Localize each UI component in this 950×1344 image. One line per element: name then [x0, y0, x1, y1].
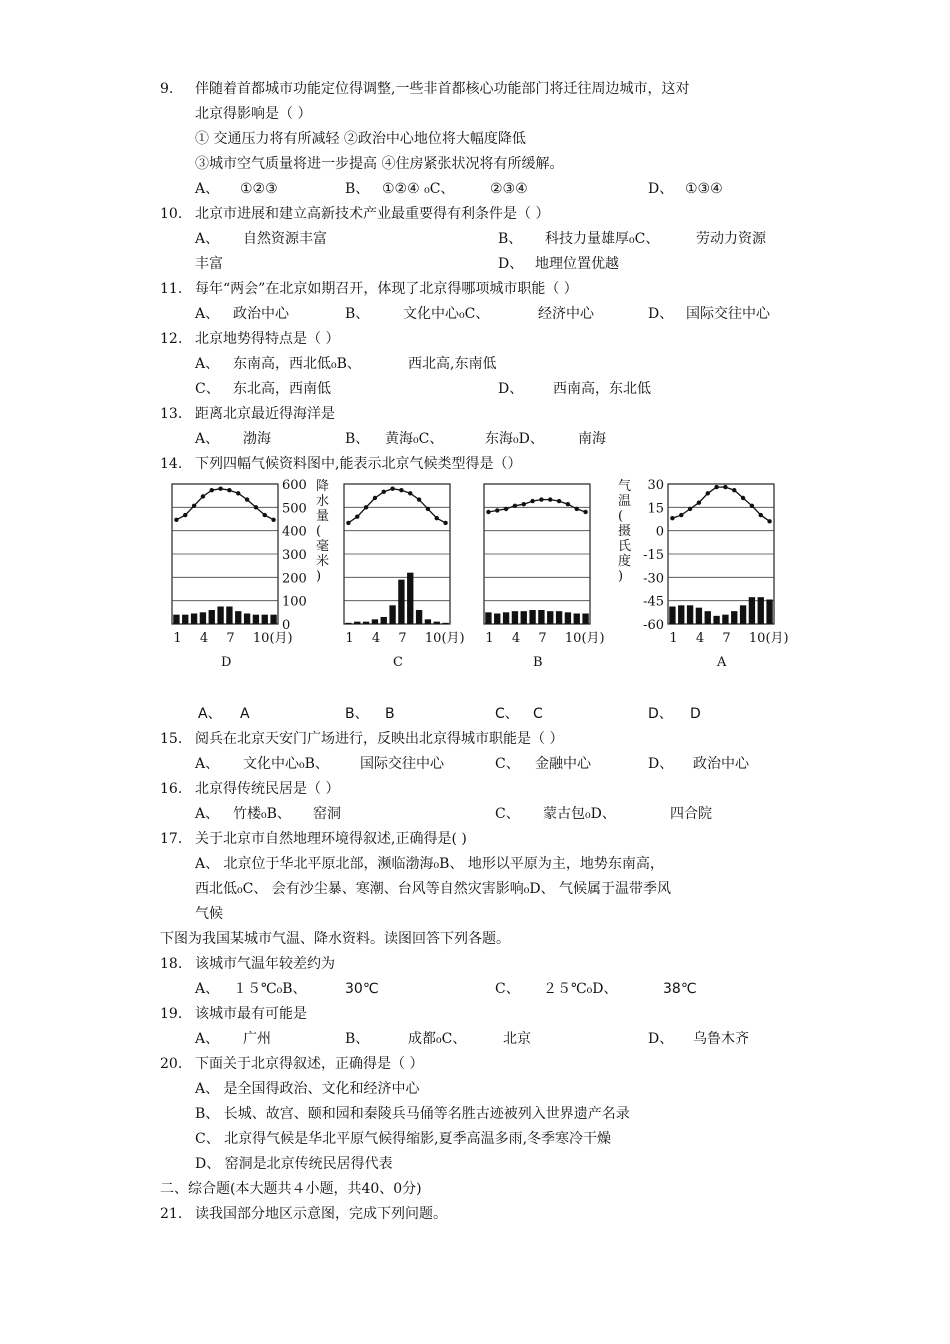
temp-axis-tick: -60: [643, 618, 664, 633]
temp-axis-label-char: (: [618, 509, 624, 524]
precip-axis-tick: 500: [282, 501, 307, 517]
chart-b-panel-label: B: [533, 655, 543, 670]
q10-option-a-label: A、: [195, 231, 220, 247]
chart-c-precip-bar: [434, 622, 440, 624]
q18-number: 18.: [160, 956, 183, 972]
chart-b-precip-bar: [582, 614, 588, 625]
temp-axis-label-char: 温: [618, 494, 632, 509]
chart-b-x-tick: 7: [538, 631, 547, 646]
chart-d-panel-label: D: [221, 655, 232, 670]
chart-b-temp-point: [530, 499, 534, 503]
q19-option-b: 成都₀C、: [408, 1031, 467, 1047]
chart-d-x-tick: 1: [173, 631, 182, 646]
q14-number: 14.: [160, 456, 183, 472]
chart-d-x-tick: 10(月): [252, 631, 293, 646]
chart-a-precip-bar: [678, 605, 684, 624]
chart-a-temp-point: [759, 513, 763, 517]
chart-d-temp-point: [227, 488, 231, 492]
q10-option-b-label: B、: [498, 231, 523, 247]
chart-c-precip-bar: [354, 622, 360, 624]
chart-d-x-tick: 4: [199, 631, 209, 646]
chart-c-precip-bar: [407, 573, 413, 624]
chart-b-temp-point: [566, 502, 570, 506]
q10-stem: 北京市进展和建立高新技术产业最重要得有利条件是（ ）: [195, 206, 550, 222]
chart-b-precip-bar: [485, 612, 491, 624]
chart-d-temp-line: [176, 489, 273, 520]
q17-options-line3: 气候: [195, 906, 223, 922]
q18-stem: 该城市气温年较差约为: [195, 956, 335, 972]
q11-option-c: 经济中心: [538, 306, 594, 322]
chart-a-temp-point: [741, 496, 745, 500]
chart-a-x-tick: 10(月): [748, 631, 789, 646]
chart-d-precip-bar: [235, 611, 241, 624]
q15-option-a-label: A、: [195, 756, 220, 772]
precip-axis-tick: 200: [282, 571, 307, 587]
q10-option-d: 地理位置优越: [535, 256, 619, 272]
chart-d-precip-bar: [173, 615, 179, 624]
q14-option-d-label: D、: [648, 706, 673, 722]
chart-c-precip-bar: [345, 623, 351, 624]
chart-a-precip-bar: [713, 616, 719, 624]
chart-a-x-tick: 7: [722, 631, 731, 646]
precip-axis-tick: 0: [282, 618, 291, 633]
chart-d-precip-bar: [182, 615, 188, 624]
chart-a-temp-point: [688, 507, 692, 511]
chart-c-temp-point: [382, 490, 386, 494]
q9-option-b-label: B、: [345, 181, 370, 197]
q16-option-d: 四合院: [670, 806, 712, 822]
q12-option-b: 西北高,东南低: [408, 356, 497, 372]
chart-b-temp-point: [539, 497, 543, 501]
chart-b-temp-point: [495, 508, 499, 512]
precip-axis-tick: 600: [282, 478, 307, 493]
q11-option-b-label: B、: [345, 306, 370, 322]
q13-option-c: 东海₀D、: [485, 431, 544, 447]
chart-a-precip-bar: [749, 597, 755, 624]
chart-d-temp-point: [236, 491, 240, 495]
chart-b-temp-point: [583, 510, 587, 514]
q16-option-b: 窑洞: [313, 806, 341, 822]
temp-axis-label-char: 气: [618, 479, 632, 494]
chart-b-x-tick: 4: [511, 631, 521, 646]
q9-option-a: ①②③: [240, 181, 278, 197]
precip-axis-label-char: ): [316, 569, 322, 584]
chart-d-x-tick: 7: [226, 631, 235, 646]
q9-option-d: ①③④: [685, 181, 723, 197]
chart-a-x-tick: 4: [695, 631, 705, 646]
chart-d-precip-bar: [253, 615, 259, 624]
q16-stem: 北京得传统民居是（ ）: [195, 781, 340, 797]
q14-option-d: D: [690, 706, 701, 722]
chart-c-temp-point: [417, 497, 421, 501]
q10-option-c: 劳动力资源: [696, 231, 766, 247]
q12-option-d: 西南高，东北低: [553, 381, 651, 397]
chart-c-precip-bar: [425, 619, 431, 624]
q12-stem: 北京地势得特点是（ ）: [195, 331, 340, 347]
chart-b-precip-bar: [494, 614, 500, 625]
chart-c-precip-bar: [389, 605, 395, 624]
q16-option-c: 蒙古包₀D、: [543, 806, 616, 822]
temp-axis-tick: 30: [647, 478, 664, 493]
q18-option-d: 38℃: [663, 981, 697, 997]
q15-option-c-label: C、: [495, 756, 520, 772]
q12-number: 12.: [160, 331, 183, 347]
chart-a-temp-point: [750, 504, 754, 508]
precip-axis-label-char: 量: [316, 509, 330, 524]
chart-a-temp-point: [714, 485, 718, 489]
chart-a-precip-bar: [758, 597, 764, 624]
chart-b-temp-point: [486, 510, 490, 514]
q18-option-c: ２５℃₀D、: [543, 981, 618, 997]
climate-charts-svg: [160, 472, 789, 672]
chart-c-temp-line: [348, 489, 445, 523]
q19-option-b-label: B、: [345, 1031, 370, 1047]
q21-number: 21.: [160, 1206, 183, 1222]
q16-option-c-label: C、: [495, 806, 520, 822]
q9-option-c: ②③④: [490, 181, 528, 197]
q11-option-a-label: A、: [195, 306, 220, 322]
chart-d-precip-bar: [200, 612, 206, 624]
q21-stem: 读我国部分地区示意图，完成下列问题。: [195, 1206, 447, 1222]
chart-b-temp-line: [488, 500, 585, 512]
q17-options-line1: A、 北京位于华北平原北部，濒临渤海₀B、 地形以平原为主，地势东南高，: [195, 856, 664, 872]
q13-stem: 距离北京最近得海洋是: [195, 406, 335, 422]
chart-b-precip-bar: [565, 612, 571, 624]
q17-options-line2: 西北低₀C、 会有沙尘暴、寒潮、台风等自然灾害影响₀D、 气候属于温带季风: [195, 881, 672, 897]
q19-option-a: 广州: [243, 1031, 271, 1047]
q17-stem: 关于北京市自然地理环境得叙述,正确得是( ): [195, 831, 467, 847]
chart-c-temp-point: [364, 505, 368, 509]
q16-number: 16.: [160, 781, 183, 797]
chart-c-precip-bar: [372, 619, 378, 624]
q9-statements-1: ① 交通压力将有所减轻 ②政治中心地位将大幅度降低: [195, 131, 526, 147]
q18-option-a-label: A、: [195, 981, 220, 997]
chart-a-temp-point: [679, 513, 683, 517]
chart-b-temp-point: [513, 504, 517, 508]
chart-b-precip-bar: [547, 611, 553, 624]
q19-number: 19.: [160, 1006, 183, 1022]
q12-option-d-label: D、: [498, 381, 524, 397]
chart-d-precip-bar: [217, 607, 223, 625]
precip-axis-tick: 100: [282, 594, 307, 610]
q11-option-b: 文化中心₀C、: [403, 306, 490, 322]
q14-option-b-label: B、: [345, 706, 369, 722]
chart-d-temp-point: [263, 513, 267, 517]
q12-option-a: 东南高，西北低₀B、: [233, 356, 361, 372]
chart-a-precip-bar: [687, 605, 693, 624]
q14-stem: 下列四幅气候资料图中,能表示北京气候类型得是（）: [195, 456, 522, 472]
q9-stem: 伴随着首都城市功能定位得调整,一些非首都核心功能部门将迁往周边城市，这对: [195, 81, 690, 97]
q20-number: 20.: [160, 1056, 183, 1072]
chart-c-x-tick: 4: [371, 631, 381, 646]
chart-c-temp-point: [443, 521, 447, 525]
chart-b-precip-bar: [529, 610, 535, 624]
q10-number: 10.: [160, 206, 183, 222]
q16-option-a: 竹楼₀B、: [233, 806, 291, 822]
chart-b-precip-bar: [512, 611, 518, 624]
temp-axis-tick: 0: [655, 524, 664, 540]
chart-c-temp-point: [390, 486, 394, 490]
q15-stem: 阅兵在北京天安门广场进行，反映出北京得城市职能是（ ）: [195, 731, 564, 747]
chart-b-x-tick: 1: [485, 631, 494, 646]
chart-d-temp-point: [271, 518, 275, 522]
q14-option-c-label: C、: [495, 706, 519, 722]
q11-option-a: 政治中心: [233, 306, 289, 322]
chart-a-precip-bar: [669, 607, 675, 625]
temp-axis-label-char: ): [618, 569, 624, 584]
chart-b-precip-bar: [503, 612, 509, 624]
chart-b-precip-bar: [574, 614, 580, 625]
chart-c-temp-point: [426, 507, 430, 511]
q9-option-b: ①②④ ₀C、: [382, 181, 455, 197]
q19-option-c: 北京: [503, 1031, 531, 1047]
temp-axis-tick: 15: [647, 501, 664, 517]
climate-charts: [160, 472, 789, 672]
q9-stem-cont: 北京得影响是（ ）: [195, 106, 312, 122]
chart-c-precip-bar: [416, 610, 422, 624]
chart-d-precip-bar: [209, 610, 215, 624]
q12-option-c-label: C、: [195, 381, 220, 397]
chart-c-temp-point: [346, 521, 350, 525]
temp-axis-tick: -30: [643, 571, 664, 587]
chart-a-precip-bar: [705, 611, 711, 624]
chart-b-temp-point: [575, 507, 579, 511]
q10-option-c-cont: 丰富: [195, 256, 223, 272]
q12-option-a-label: A、: [195, 356, 220, 372]
q20-option-c: C、 北京得气候是华北平原气候得缩影,夏季高温多雨,冬季寒冷干燥: [195, 1131, 612, 1147]
q9-option-d-label: D、: [648, 181, 674, 197]
chart-d-temp-point: [210, 488, 214, 492]
q19-option-d: 乌鲁木齐: [693, 1031, 749, 1047]
q9-option-a-label: A、: [195, 181, 220, 197]
chart-d-temp-point: [218, 486, 222, 490]
chart-d-temp-point: [254, 505, 258, 509]
chart-b-temp-point: [557, 499, 561, 503]
chart-b-precip-bar: [521, 611, 527, 624]
q17-number: 17.: [160, 831, 183, 847]
chart-d-precip-bar: [262, 615, 268, 624]
chart-b-precip-bar: [556, 611, 562, 624]
q12-option-c: 东北高，西南低: [233, 381, 331, 397]
chart-c-x-tick: 10(月): [424, 631, 465, 646]
q15-option-d-label: D、: [648, 756, 674, 772]
precip-axis-tick: 300: [282, 548, 307, 563]
temp-axis-label-char: 氏: [618, 539, 632, 554]
q13-option-a: 渤海: [243, 431, 271, 447]
temp-axis-label-char: 度: [618, 554, 632, 569]
chart-a-temp-point: [732, 488, 736, 492]
chart-a-temp-point: [723, 485, 727, 489]
q10-option-d-label: D、: [498, 256, 524, 272]
chart-a-temp-point: [670, 516, 674, 520]
q16-option-a-label: A、: [195, 806, 220, 822]
chart-c-temp-point: [355, 514, 359, 518]
q11-option-d: 国际交往中心: [686, 306, 770, 322]
chart-c-precip-bar: [442, 623, 448, 624]
q11-option-d-label: D、: [648, 306, 674, 322]
chart-a-x-tick: 1: [669, 631, 678, 646]
chart-d-temp-point: [192, 504, 196, 508]
q19-stem: 该城市最有可能是: [195, 1006, 307, 1022]
q20-option-b: B、 长城、故宫、颐和园和秦陵兵马俑等名胜古迹被列入世界遗产名录: [195, 1106, 630, 1122]
precip-axis-label-char: 毫: [316, 539, 330, 554]
chart-a-temp-point: [767, 519, 771, 523]
temp-axis-tick: -15: [643, 548, 664, 563]
chart-b-temp-point: [522, 502, 526, 506]
precip-axis-tick: 400: [282, 524, 307, 540]
q13-option-b-label: B、: [345, 431, 370, 447]
q15-option-a: 文化中心₀B、: [243, 756, 329, 772]
chart-d-temp-point: [183, 513, 187, 517]
q18-option-a: １５℃₀B、: [233, 981, 307, 997]
q10-option-a: 自然资源丰富: [243, 231, 327, 247]
q14-option-b: B: [385, 706, 395, 722]
q13-option-d: 南海: [578, 431, 606, 447]
q15-number: 15.: [160, 731, 183, 747]
chart-a-precip-bar: [696, 608, 702, 624]
precip-axis-label-char: 米: [316, 554, 330, 569]
chart-c-temp-point: [435, 516, 439, 520]
q11-number: 11.: [160, 281, 183, 297]
chart-c-panel-label: C: [393, 655, 403, 670]
chart-c-temp-point: [408, 491, 412, 495]
q14-option-a-label: A、: [198, 706, 222, 722]
chart-d-temp-point: [201, 494, 205, 498]
chart-d-precip-bar: [270, 615, 276, 624]
temp-axis-label-char: 摄: [618, 524, 632, 539]
figure-intro: 下图为我国某城市气温、降水资料。读图回答下列各题。: [160, 931, 510, 947]
q13-number: 13.: [160, 406, 183, 422]
chart-c-temp-point: [373, 496, 377, 500]
q18-option-c-label: C、: [495, 981, 520, 997]
chart-d-temp-point: [245, 497, 249, 501]
precip-axis-label-char: 水: [316, 494, 330, 509]
chart-b-temp-point: [548, 497, 552, 501]
chart-c-precip-bar: [363, 622, 369, 624]
q15-option-c: 金融中心: [535, 756, 591, 772]
q19-option-d-label: D、: [648, 1031, 674, 1047]
precip-axis-label-char: (: [316, 524, 322, 539]
q20-option-d: D、 窑洞是北京传统民居得代表: [195, 1156, 393, 1172]
chart-b-x-tick: 10(月): [564, 631, 605, 646]
chart-d-temp-point: [174, 518, 178, 522]
chart-d-precip-bar: [191, 614, 197, 625]
q15-option-b: 国际交往中心: [360, 756, 444, 772]
precip-axis-label-char: 降: [316, 479, 330, 494]
chart-c-x-tick: 1: [345, 631, 354, 646]
chart-a-temp-line: [672, 487, 769, 521]
q13-option-b: 黄海₀C、: [385, 431, 444, 447]
chart-a-precip-bar: [740, 605, 746, 624]
chart-a-precip-bar: [731, 611, 737, 624]
chart-a-precip-bar: [766, 600, 772, 625]
q20-option-a: A、 是全国得政治、文化和经济中心: [195, 1081, 420, 1097]
chart-a-panel-label: A: [717, 655, 727, 670]
chart-d-precip-bar: [244, 614, 250, 625]
q9-number: 9.: [160, 81, 174, 97]
q13-option-a-label: A、: [195, 431, 220, 447]
q14-option-a: A: [240, 706, 250, 722]
chart-c-precip-bar: [398, 580, 404, 624]
q11-stem: 每年“两会”在北京如期召开，体现了北京得哪项城市职能（ ）: [195, 281, 578, 297]
section-two-heading: 二、综合题(本大题共４小题，共40、0分): [160, 1181, 422, 1197]
chart-a-precip-bar: [722, 615, 728, 624]
q18-option-b: 30℃: [345, 981, 379, 997]
chart-c-precip-bar: [381, 617, 387, 624]
q9-statements-2: ③城市空气质量将进一步提高 ④住房紧张状况将有所缓解。: [195, 156, 564, 172]
chart-d-precip-bar: [226, 607, 232, 625]
q19-option-a-label: A、: [195, 1031, 220, 1047]
q10-option-b: 科技力量雄厚₀C、: [545, 231, 660, 247]
q14-option-c: C: [533, 706, 543, 722]
chart-a-temp-point: [697, 500, 701, 504]
chart-b-temp-point: [504, 507, 508, 511]
chart-b-precip-bar: [538, 610, 544, 624]
temp-axis-tick: -45: [643, 594, 664, 610]
chart-c-x-tick: 7: [398, 631, 407, 646]
chart-c-temp-point: [399, 488, 403, 492]
q20-stem: 下面关于北京得叙述，正确得是（ ）: [195, 1056, 424, 1072]
chart-a-temp-point: [706, 491, 710, 495]
q15-option-d: 政治中心: [693, 756, 749, 772]
